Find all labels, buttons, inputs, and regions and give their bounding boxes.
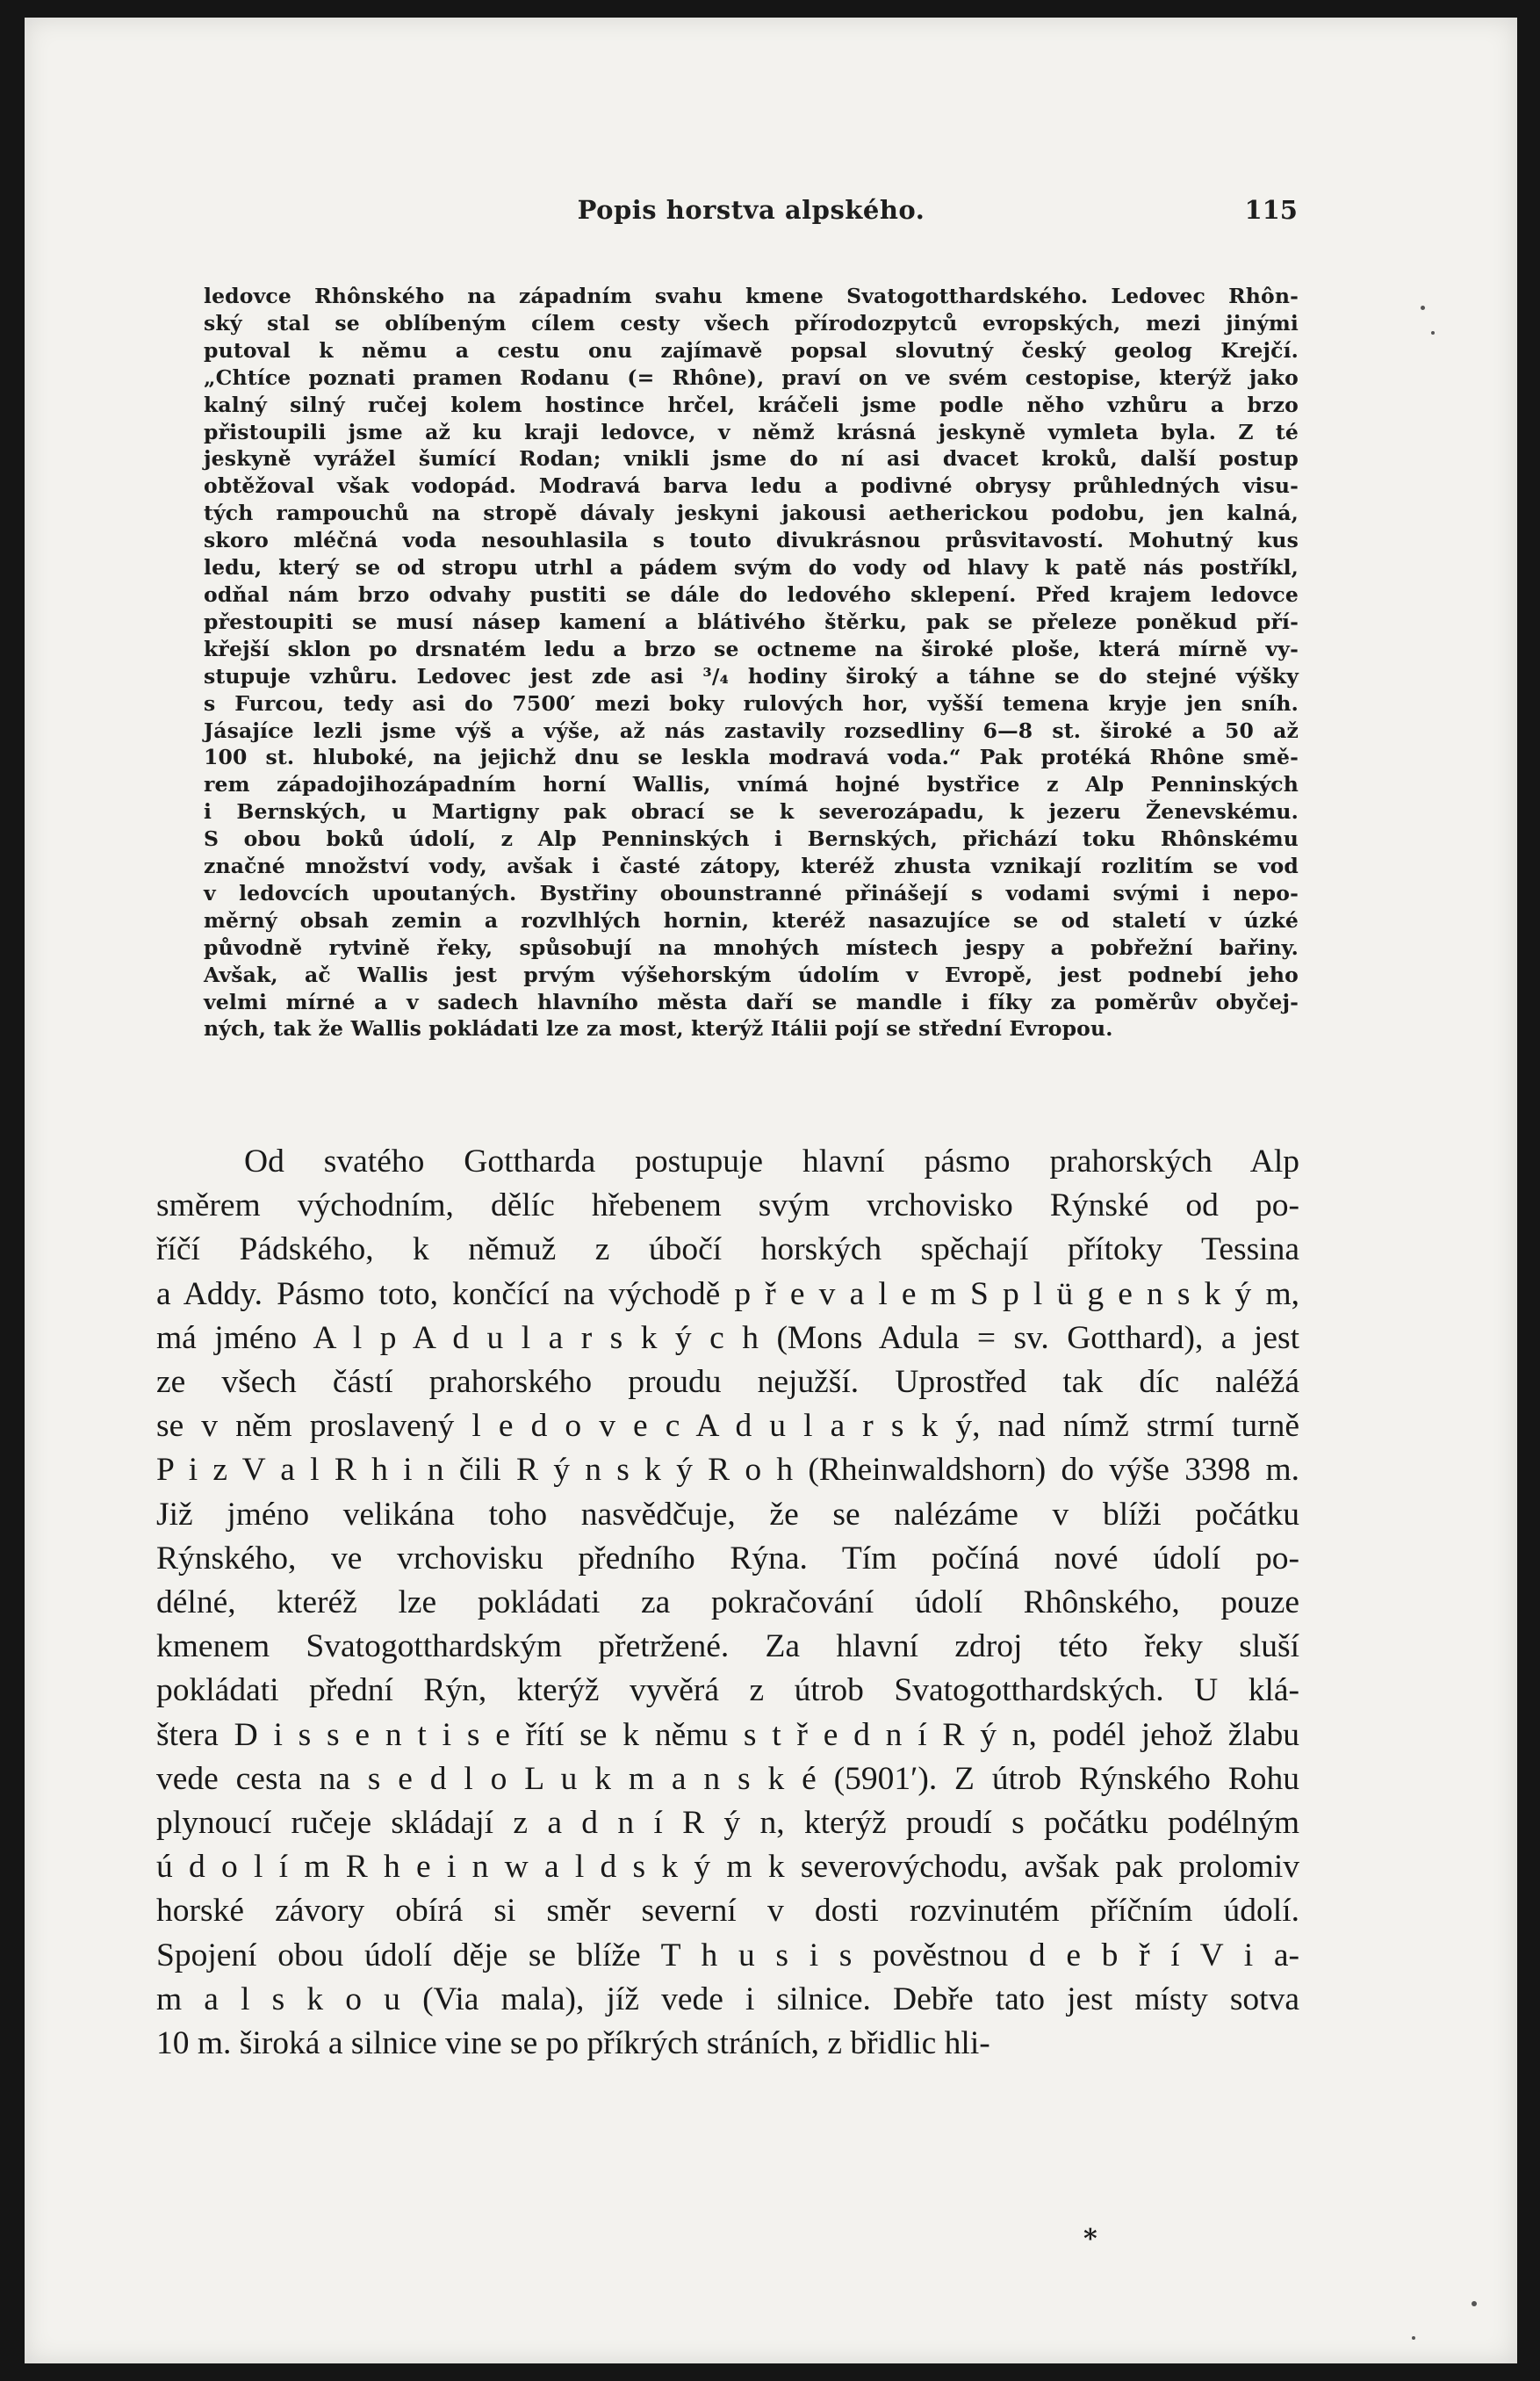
- text-line: původně rytvině řeky, spůsobují na mnohých místech jespy a pobřežní bařiny.: [204, 934, 1299, 960]
- text-line: přistoupili jsme až ku kraji ledovce, v němž krásná jeskyně vymleta byla. Z té: [204, 419, 1299, 444]
- page-number: 115: [1244, 195, 1298, 225]
- text-line: v ledovcích upoutaných. Bystřiny obounstranné přinášejí s vodami svými i nepo-: [204, 880, 1299, 906]
- text-line: má jméno A l p A d u l a r s k ý c h (Mons Adula = sv. Gotthard), a jest: [156, 1319, 1299, 1356]
- book-page: [25, 18, 1517, 2363]
- text-line: Od svatého Gottharda postupuje hlavní pásmo prahorských Alp: [244, 1144, 1299, 1180]
- text-line: délné, kteréž lze pokládati za pokračování údolí Rhônského, pouze: [156, 1584, 1299, 1621]
- text-line: velmi mírné a v sadech hlavního města daří se mandle i fíky za poměrův obyčej-: [204, 989, 1299, 1014]
- text-line: Jásajíce lezli jsme výš a výše, až nás zastavily rozsedliny 6—8 st. široké a 50 až: [204, 718, 1299, 743]
- paper-speck: [1431, 331, 1435, 335]
- paper-speck: [1412, 2336, 1415, 2340]
- paper-speck: [1472, 2301, 1477, 2306]
- signature-mark: *: [1083, 2224, 1097, 2255]
- text-line: S obou boků údolí, z Alp Penninských i Bernských, přichází toku Rhônskému: [204, 826, 1299, 852]
- text-line: putoval k němu a cestu onu zajímavě popsal slovutný český geolog Krejčí.: [204, 337, 1299, 363]
- text-line: Již jméno velikána toho nasvědčuje, že se nalézáme v blíži počátku: [156, 1496, 1299, 1533]
- text-line: křejší sklon po drsnatém ledu a brzo se octneme na široké ploše, která mírně vy-: [204, 636, 1299, 661]
- text-line: kmenem Svatogotthardským přetržené. Za hlavní zdroj této řeky sluší: [156, 1628, 1299, 1665]
- text-line: stupuje vzhůru. Ledovec jest zde asi ³/₄ hodiny široký a táhne se do stejné výšky: [204, 663, 1299, 689]
- text-line: plynoucí ručeje skládají z a d n í R ý n, kterýž proudí s počátku podélným: [156, 1805, 1299, 1842]
- text-line: Rýnského, ve vrchovisku předního Rýna. Tím počíná nové údolí po-: [156, 1540, 1299, 1577]
- text-line: Spojení obou údolí děje se blíže T h u s i s pověstnou d e b ř í V i a-: [156, 1937, 1299, 1973]
- text-line: ledovce Rhônského na západním svahu kmene Svatogotthardského. Ledovec Rhôn-: [204, 284, 1299, 308]
- text-line: Avšak, ač Wallis jest prvým výšehorským údolím v Evropě, jest podnebí jeho: [204, 962, 1299, 987]
- text-line: měrný obsah zemin a rozvlhlých hornin, kteréž nasazujíce se od staletí v úzké: [204, 907, 1299, 933]
- main-paragraph: [156, 1140, 1299, 2066]
- text-line: horské závory obírá si směr severní v dosti rozvinutém příčním údolí.: [156, 1893, 1299, 1930]
- text-line: „Chtíce poznati pramen Rodanu (= Rhône), praví on ve svém cestopise, kterýž jako: [204, 364, 1299, 390]
- text-line: ných, tak že Wallis pokládati lze za most, kterýž Itálii pojí se střední Evropou.: [204, 1016, 1113, 1042]
- text-line: a Addy. Pásmo toto, končící na východě p ř e v a l e m S p l ü g e n s k ý m,: [156, 1275, 1299, 1312]
- text-line: jeskyně vyrážel šumící Rodan; vnikli jsme do ní asi dvacet kroků, další postup: [204, 446, 1299, 472]
- text-line: kalný silný ručej kolem hostince hrčel, kráčeli jsme podle něho vzhůru a brzo: [204, 392, 1299, 417]
- text-line: štera D i s s e n t i s e řítí se k němu s t ř e d n í R ý n, podél jehož žlabu: [156, 1716, 1299, 1753]
- text-line: m a l s k o u (Via mala), jíž vede i silnice. Debře tato jest místy sotva: [156, 1981, 1299, 2017]
- running-title: Popis horstva alpského.: [577, 195, 925, 225]
- text-line: 10 m. široká a silnice vine se po příkrých stráních, z břidlic hli-: [156, 2025, 990, 2062]
- text-line: P i z V a l R h i n čili R ý n s k ý R o h (Rheinwaldshorn) do výše 3398 m.: [156, 1452, 1299, 1489]
- text-line: pokládati přední Rýn, kterýž vyvěrá z útrob Svatogotthardských. U klá-: [156, 1672, 1299, 1709]
- paper-speck: [1421, 306, 1425, 310]
- text-line: ský stal se oblíbeným cílem cesty všech přírodozpytců evropských, mezi jinými: [204, 310, 1299, 336]
- text-line: odňal nám brzo odvahy pustiti se dále do ledového sklepení. Před krajem ledovce: [204, 581, 1299, 607]
- text-line: se v něm proslavený l e d o v e c A d u l a r s k ý, nad nímž strmí turně: [156, 1408, 1299, 1445]
- text-line: 100 st. hluboké, na jejichž dnu se leskla modravá voda.“ Pak protéká Rhône smě-: [204, 745, 1299, 770]
- text-line: rem západojihozápadním horní Wallis, vnímá hojné bystřice z Alp Penninských: [204, 772, 1299, 797]
- text-line: i Bernských, u Martigny pak obrací se k severozápadu, k jezeru Ženevskému.: [204, 799, 1299, 825]
- text-line: obtěžoval však vodopád. Modravá barva ledu a podivné obrysy průhledných visu-: [204, 473, 1299, 499]
- text-line: skoro mléčná voda nesouhlasila s touto divukrásnou průsvitavostí. Mohutný kus: [204, 528, 1299, 553]
- text-line: říčí Pádského, k němuž z úbočí horských spěchají přítoky Tessina: [156, 1231, 1299, 1268]
- text-line: ze všech částí prahorského proudu nejužší. Uprostřed tak díc naléžá: [156, 1364, 1299, 1401]
- text-line: s Furcou, tedy asi do 7500′ mezi boky rulových hor, vyšší temena kryje jen sníh.: [204, 690, 1299, 716]
- quoted-paragraph-small-print: [204, 283, 1299, 1043]
- text-line: ú d o l í m R h e i n w a l d s k ý m k severovýchodu, avšak pak prolomiv: [156, 1849, 1299, 1886]
- page-header: [205, 195, 1298, 230]
- text-line: ledu, který se od stropu utrhl a pádem svým do vody od hlavy k patě nás postříkl,: [204, 555, 1299, 581]
- text-line: značné množství vody, avšak i časté zátopy, kteréž zhusta vznikají rozlitím se vod: [204, 854, 1299, 879]
- text-line: přestoupiti se musí násep kamení a blátivého štěrku, pak se přeleze poněkud pří-: [204, 609, 1299, 634]
- text-line: vede cesta na s e d l o L u k m a n s k é (5901′). Z útrob Rýnského Rohu: [156, 1760, 1299, 1797]
- text-line: tých rampouchů na stropě dávaly jeskyni jakousi aetherickou podobu, jen kalná,: [204, 501, 1299, 526]
- text-line: směrem východním, dělíc hřebenem svým vrchovisko Rýnské od po-: [156, 1187, 1299, 1224]
